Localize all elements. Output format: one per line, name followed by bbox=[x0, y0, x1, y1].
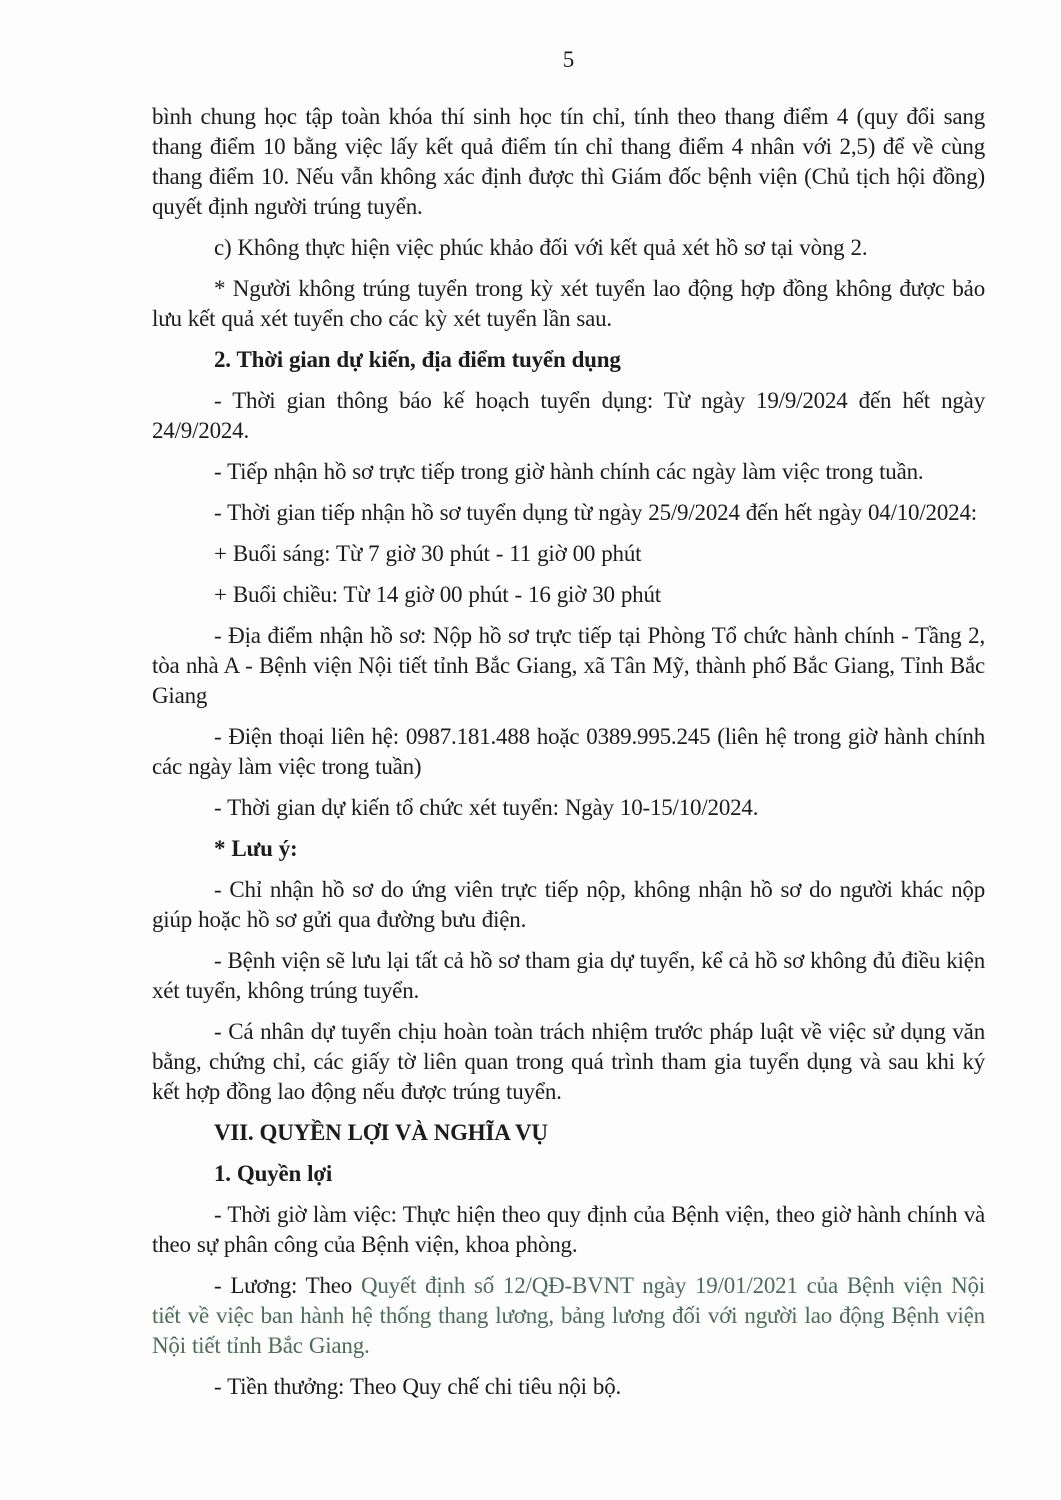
paragraph-text: - Tiền thưởng: Theo Quy chế chi tiêu nội bộ. bbox=[214, 1374, 622, 1399]
paragraph-text: * Người không trúng tuyển trong kỳ xét tuyển lao động hợp đồng không được bảo lưu kết quả xét tuyển cho các kỳ xét tuyển lần sau. bbox=[152, 276, 985, 331]
paragraph-text: - Chỉ nhận hồ sơ do ứng viên trực tiếp nộp, không nhận hồ sơ do người khác nộp giúp hoặc hồ sơ gửi qua đường bưu điện. bbox=[152, 877, 985, 932]
paragraph-text: - Thời giờ làm việc: Thực hiện theo quy định của Bệnh viện, theo giờ hành chính và theo sự phân công của Bệnh viện, khoa phòng. bbox=[152, 1202, 985, 1257]
paragraph-bonus bbox=[152, 1372, 985, 1402]
paragraph-text: 2. Thời gian dự kiến, địa điểm tuyển dụng bbox=[214, 347, 621, 372]
section-heading-2-time-place bbox=[152, 345, 985, 375]
paragraph-note-direct-submission bbox=[152, 875, 985, 935]
note-heading bbox=[152, 834, 985, 864]
paragraph-morning-session bbox=[152, 539, 985, 569]
paragraph-text: - Thời gian tiếp nhận hồ sơ tuyển dụng từ ngày 25/9/2024 đến hết ngày 04/10/2024: bbox=[214, 500, 977, 525]
paragraph-text: VII. QUYỀN LỢI VÀ NGHĨA VỤ bbox=[214, 1120, 548, 1145]
paragraph-text: - Điện thoại liên hệ: 0987.181.488 hoặc 0389.995.245 (liên hệ trong giờ hành chính các ngày làm việc trong tuần) bbox=[152, 724, 985, 779]
paragraph-text: 1. Quyền lợi bbox=[214, 1161, 333, 1186]
paragraph-salary bbox=[152, 1271, 985, 1361]
paragraph-text: + Buổi sáng: Từ 7 giờ 30 phút - 11 giờ 00 phút bbox=[214, 541, 642, 566]
paragraph-receive-dossier-office-hours bbox=[152, 457, 985, 487]
paragraph-text: - Bệnh viện sẽ lưu lại tất cả hồ sơ tham gia dự tuyển, kể cả hồ sơ không đủ điều kiện xét tuyển, không trúng tuyển. bbox=[152, 948, 985, 1003]
paragraph-submission-location bbox=[152, 621, 985, 711]
paragraph-text: + Buổi chiều: Từ 14 giờ 00 phút - 16 giờ 30 phút bbox=[214, 582, 661, 607]
paragraph-working-hours bbox=[152, 1200, 985, 1260]
paragraph-text: bình chung học tập toàn khóa thí sinh học tín chỉ, tính theo thang điểm 4 (quy đổi sang thang điểm 10 bằng việc lấy kết quả điểm tín chỉ thang điểm 4 nhân với 2,5) để về cùng thang điểm 10. Nếu vẫn không xác định được thì Giám đốc bệnh viện (Chủ tịch hội đồng) quyết định người trúng tuyển. bbox=[152, 104, 985, 219]
paragraph-note-legal-responsibility bbox=[152, 1017, 985, 1107]
paragraph-text: - Thời gian dự kiến tổ chức xét tuyển: Ngày 10-15/10/2024. bbox=[214, 795, 759, 820]
section-heading-1-benefits bbox=[152, 1159, 985, 1189]
paragraph-grade-conversion bbox=[152, 102, 985, 222]
paragraph-afternoon-session bbox=[152, 580, 985, 610]
paragraph-contact-phone bbox=[152, 722, 985, 782]
paragraph-no-reservation-note bbox=[152, 274, 985, 334]
paragraph-text: - Thời gian thông báo kế hoạch tuyển dụng: Từ ngày 19/9/2024 đến hết ngày 24/9/2024. bbox=[152, 388, 985, 443]
paragraph-text: c) Không thực hiện việc phúc khảo đối với kết quả xét hồ sơ tại vòng 2. bbox=[214, 235, 868, 260]
paragraph-item-c bbox=[152, 233, 985, 263]
referenced-decision-text: Quyết định số 12/QĐ-BVNT ngày 19/01/2021 của Bệnh viện Nội tiết về việc ban hành hệ thống thang lương, bảng lương đối với người lao động Bệnh viện Nội tiết tỉnh Bắc Giang. bbox=[152, 1273, 985, 1358]
paragraph-text: - Lương: Theo bbox=[214, 1273, 361, 1298]
paragraph-text: - Tiếp nhận hồ sơ trực tiếp trong giờ hành chính các ngày làm việc trong tuần. bbox=[214, 459, 924, 484]
paragraph-text: * Lưu ý: bbox=[214, 836, 298, 861]
document-body bbox=[152, 102, 985, 1402]
paragraph-announcement-time bbox=[152, 386, 985, 446]
page-number: 5 bbox=[562, 47, 575, 72]
paragraph-dossier-period bbox=[152, 498, 985, 528]
section-heading-vii-rights-obligations bbox=[152, 1118, 985, 1148]
paragraph-text: - Địa điểm nhận hồ sơ: Nộp hồ sơ trực tiếp tại Phòng Tổ chức hành chính - Tầng 2, tòa nhà A - Bệnh viện Nội tiết tỉnh Bắc Giang, xã Tân Mỹ, thành phố Bắc Giang, Tỉnh Bắc Giang bbox=[152, 623, 985, 708]
paragraph-expected-exam-time bbox=[152, 793, 985, 823]
paragraph-text: - Cá nhân dự tuyển chịu hoàn toàn trách nhiệm trước pháp luật về việc sử dụng văn bằng, chứng chỉ, các giấy tờ liên quan trong quá trình tham gia tuyển dụng và sau khi ký kết hợp đồng lao động nếu được trúng tuyển. bbox=[152, 1019, 985, 1104]
paragraph-note-keep-dossiers bbox=[152, 946, 985, 1006]
